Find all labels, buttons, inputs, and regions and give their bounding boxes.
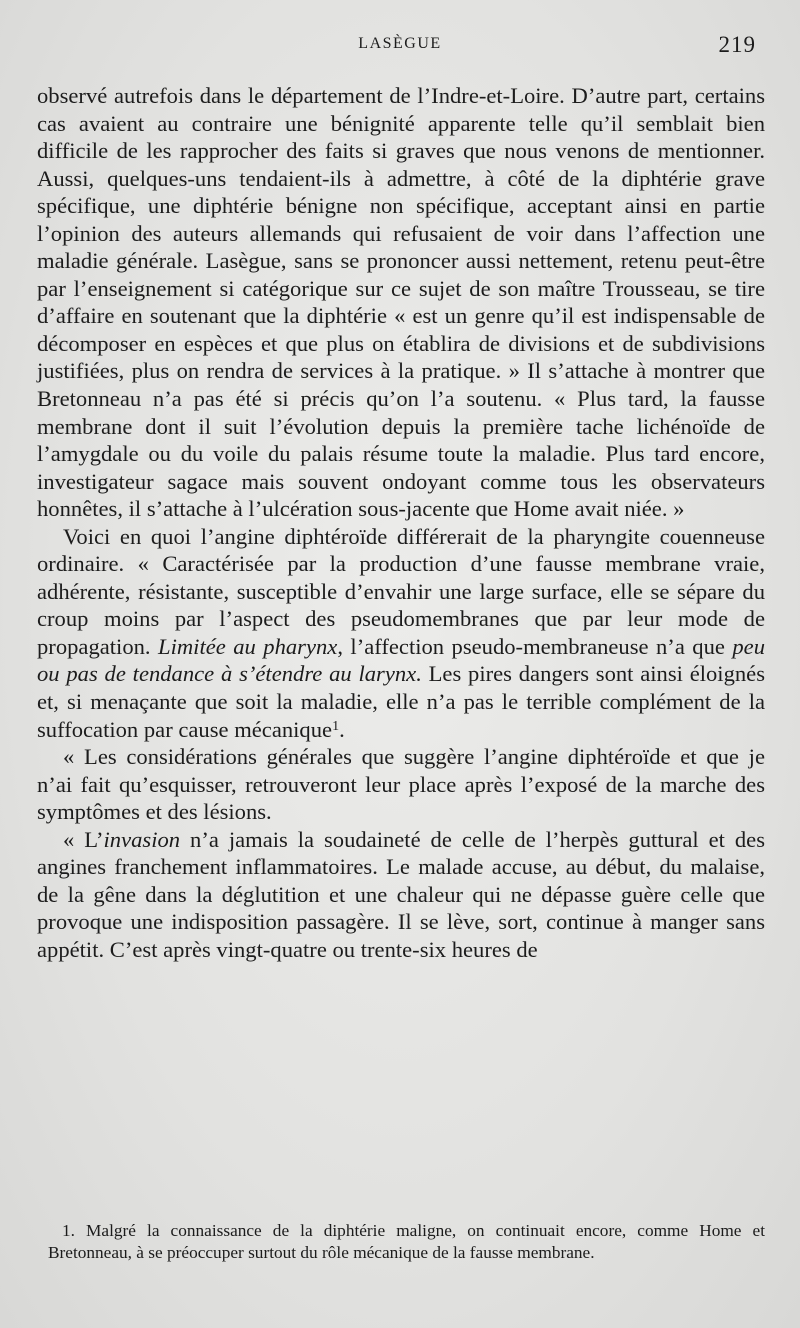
paragraph-3 xyxy=(37,743,765,826)
paragraph-2 xyxy=(37,523,765,743)
text-run: , l’affection pseudo-membraneuse n’a que xyxy=(337,633,733,659)
italic-text: peu ou pas de tendance à s’étendre au larynx. xyxy=(37,633,765,687)
running-title: LASÈGUE xyxy=(358,35,442,52)
text-run: Les pires dangers sont ainsi éloignés et, si menaçante que soit la maladie, elle n’a pas le terrible complément de la suffocation par cause mécanique xyxy=(37,661,765,742)
text-run: « L’ xyxy=(63,826,104,852)
page-number: 219 xyxy=(718,32,756,57)
footnote-text: 1. Malgré la connaissance de la diphtérie maligne, on continuait encore, comme Home et Bretonneau, à se préoccuper surtout du rôle mécanique de la fausse membrane. xyxy=(48,1221,765,1262)
paragraph-1 xyxy=(37,82,765,523)
text-run: observé autrefois dans le département de l’Indre-et-Loire. D’autre part, certains cas avaient au contraire une bénignité apparente telle qu’il semblait bien difficile de les rapprocher des faits si graves que nous venons de mentionner. Aussi, quelques-uns tendaient-ils à admettre, à côté de la diphtérie grave spécifique, une diphtérie bénigne non spécifique, acceptant ainsi en partie l’opinion des auteurs allemands qui refusaient de voir dans l’affection une maladie générale. Lasègue, sans se prononcer aussi nettement, retenu peut-être par l’enseignement si catégorique sur ce sujet de son maître Trousseau, se tire d’affaire en soutenant que la diphtérie « est un genre qu’il est indispensable de décomposer en espèces et que plus on établira de divisions et de subdivisions justifiées, plus on rendra de services à la pratique. » Il s’attache à montrer que Bretonneau n’a pas été si précis qu’on l’a soutenu. « Plus tard, la fausse membrane dont il suit l’évolution depuis la première tache lichénoïde de l’amygdale ou du voile du palais résume toute la maladie. Plus tard encore, investigateur sagace mais souvent ondoyant comme tous les observateurs honnêtes, il s’attache à l’ulcération sous-jacente que Home avait niée. » xyxy=(37,83,765,522)
text-run: Voici en quoi l’angine diphtéroïde différerait de la pharyngite couenneuse ordinaire. « Caractérisée par la production d’une fausse membrane vraie, adhérente, résistante, susceptible d’envahir une large surface, elle se sépare du croup moins par l’aspect des pseudomembranes que par leur mode de propagation. xyxy=(37,523,765,659)
italic-text: Limitée au pharynx xyxy=(158,633,338,659)
footnote-reference: 1 xyxy=(332,718,340,734)
footnote xyxy=(48,1220,765,1264)
text-run: n’a jamais la soudaineté de celle de l’herpès guttural et des angines franchement inflammatoires. Le malade accuse, au début, du malaise, de la gêne dans la déglutition et une chaleur qui ne dépasse guère celle que provoque une indisposition passagère. Il se lève, sort, continue à manger sans appétit. C’est après vingt-quatre ou trente-six heures de xyxy=(37,826,765,962)
body-text xyxy=(37,82,765,964)
running-head xyxy=(0,32,800,58)
text-run: « Les considérations générales que suggère l’angine diphtéroïde et que je n’ai fait qu’esquisser, retrouveront leur place après l’exposé de la marche des symptômes et des lésions. xyxy=(37,744,765,825)
italic-text: invasion xyxy=(103,826,181,852)
text-run: . xyxy=(339,716,345,742)
paragraph-4 xyxy=(37,826,765,964)
